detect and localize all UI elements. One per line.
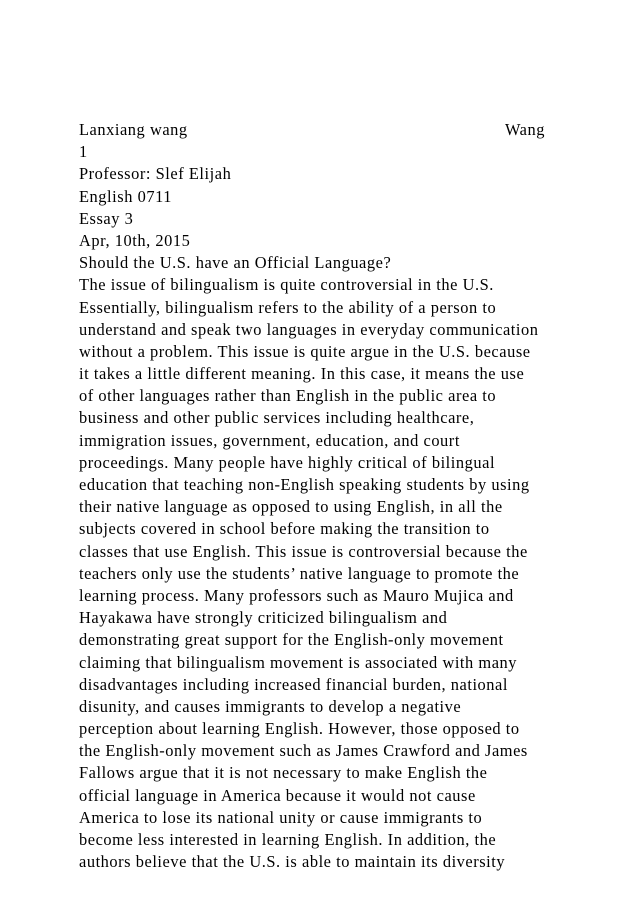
body-line: Hayakawa have strongly criticized bilingualism and xyxy=(79,608,448,628)
body-line: it takes a little different meaning. In this case, it means the use xyxy=(79,364,525,384)
body-line: disunity, and causes immigrants to develop a negative xyxy=(79,696,462,716)
essay-title: Should the U.S. have an Official Language? xyxy=(79,253,392,273)
body-line: Essentially, bilingualism refers to the ability of a person to xyxy=(79,297,497,317)
body-line: immigration issues, government, education, and court xyxy=(79,430,460,450)
essay-text xyxy=(79,119,569,873)
body-line: subjects covered in school before making the transition to xyxy=(79,519,490,539)
body-line: proceedings. Many people have highly critical of bilingual xyxy=(79,452,496,472)
body-line: perception about learning English. However, those opposed to xyxy=(79,719,520,739)
body-line: without a problem. This issue is quite argue in the U.S. because xyxy=(79,341,531,361)
body-line: Fallows argue that it is not necessary to make English the xyxy=(79,763,488,783)
author-name: Lanxiang wang xyxy=(79,120,188,139)
assignment-line: Essay 3 xyxy=(79,208,134,228)
body-line: disadvantages including increased financial burden, national xyxy=(79,674,508,694)
professor-line: Professor: Slef Elijah xyxy=(79,164,232,184)
page-number: 1 xyxy=(79,142,88,162)
body-line: America to lose its national unity or cause immigrants to xyxy=(79,807,483,827)
body-line: business and other public services including healthcare, xyxy=(79,408,475,428)
body-line: teachers only use the students’ native language to promote the xyxy=(79,563,520,583)
body-line: official language in America because it would not cause xyxy=(79,785,476,805)
body-line: understand and speak two languages in everyday communication xyxy=(79,319,539,339)
body-line: of other languages rather than English in the public area to xyxy=(79,386,497,406)
essay-body xyxy=(79,274,569,873)
body-line: authors believe that the U.S. is able to maintain its diversity xyxy=(79,852,506,872)
course-line: English 0711 xyxy=(79,186,172,206)
body-line: The issue of bilingualism is quite controversial in the U.S. xyxy=(79,275,494,295)
body-line: classes that use English. This issue is controversial because the xyxy=(79,541,528,561)
body-line: learning process. Many professors such as Mauro Mujica and xyxy=(79,585,514,605)
header-line xyxy=(79,119,545,141)
body-line: become less interested in learning English. In addition, the xyxy=(79,830,497,849)
body-line: the English-only movement such as James Crawford and James xyxy=(79,741,528,761)
body-line: education that teaching non-English speaking students by using xyxy=(79,475,530,494)
body-line: claiming that bilingualism movement is associated with many xyxy=(79,652,518,672)
body-line: their native language as opposed to using English, in all the xyxy=(79,497,503,517)
body-line: demonstrating great support for the English-only movement xyxy=(79,630,504,650)
date-line: Apr, 10th, 2015 xyxy=(79,230,191,250)
running-head: Wang xyxy=(504,120,545,139)
